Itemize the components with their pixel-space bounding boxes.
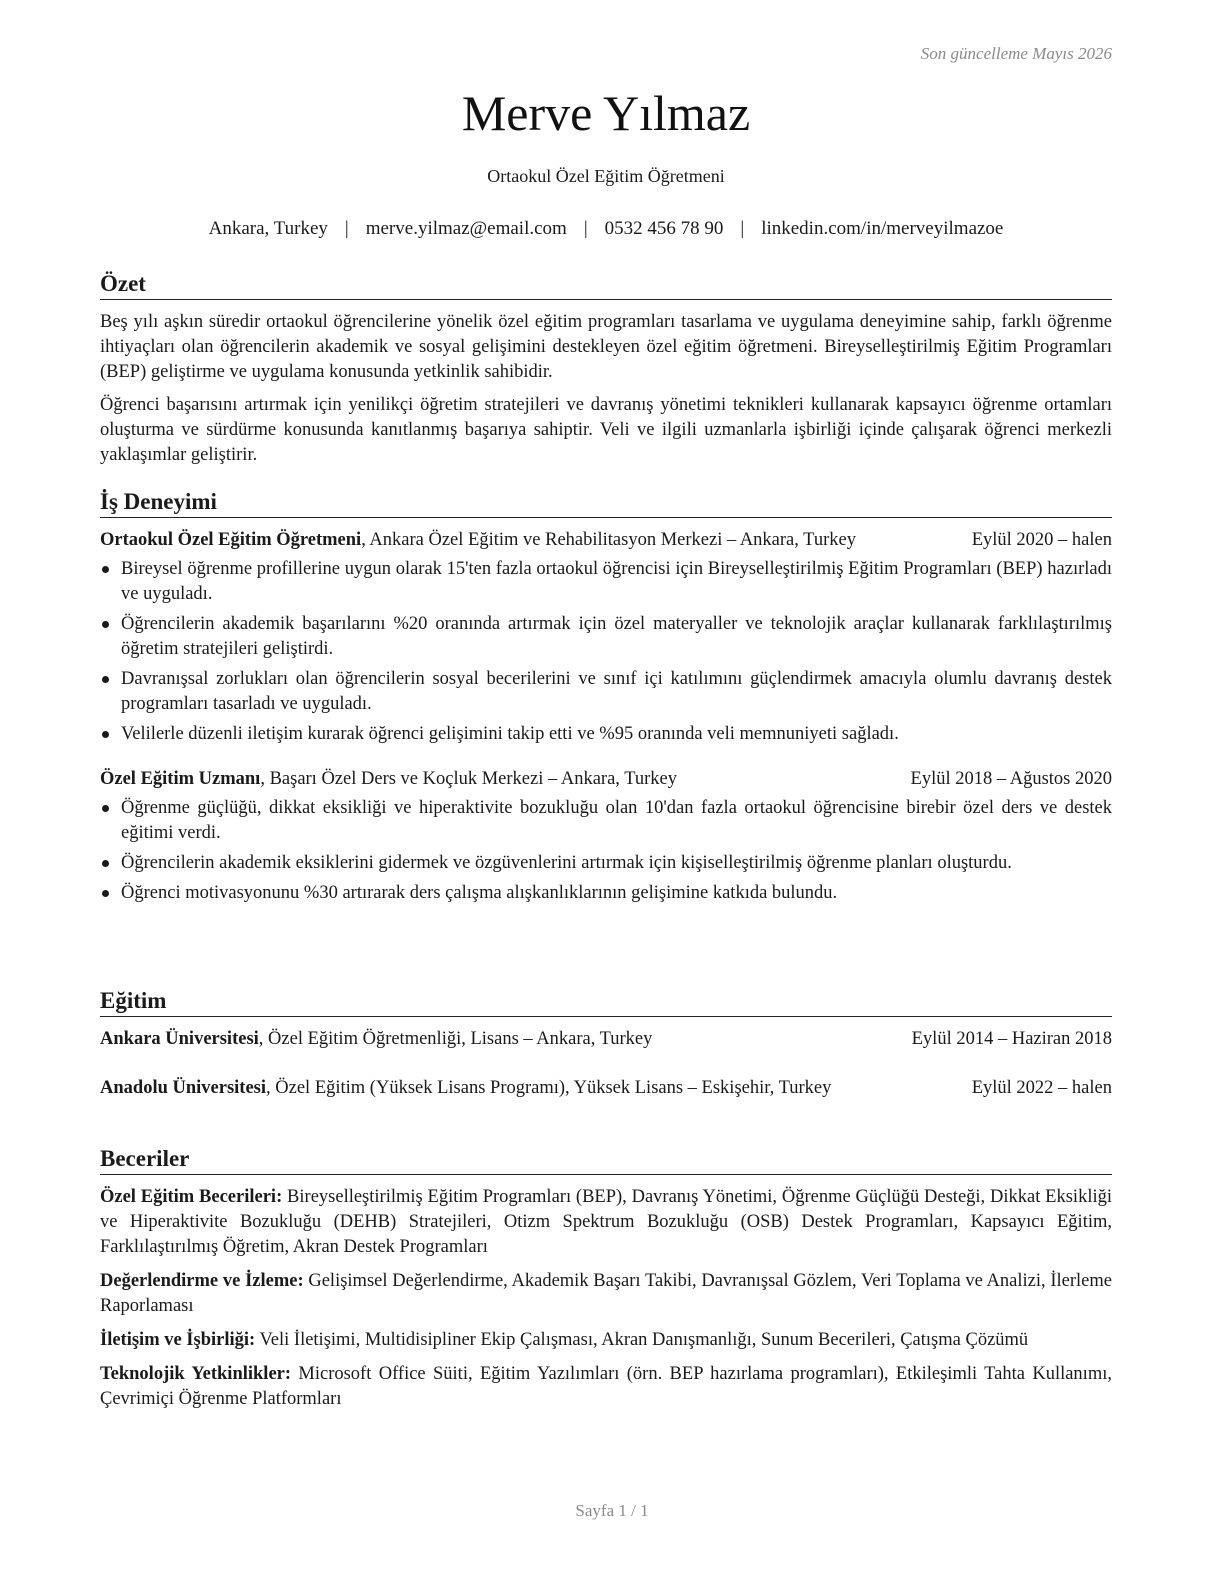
person-name: Merve Yılmaz: [461, 85, 751, 141]
job-bullets: [100, 796, 1112, 906]
summary-section: [100, 270, 1112, 476]
skill-group: [100, 1185, 1112, 1260]
bullet-icon: [102, 621, 109, 628]
degree-details: , Özel Eğitim Öğretmenliği, Lisans – Ankara, Turkey: [258, 1029, 653, 1049]
education-section: [100, 987, 1112, 1101]
summary-paragraph: Öğrenci başarısını artırmak için yenilikçi öğretim stratejileri ve davranış yönetimi teknikleri kullanarak kapsayıcı öğrenme ortamları oluşturma ve sürdürme konusunda kanıtlanmış başarıya sahiptir. Veli ve ilgili uzmanlarla işbirliği içinde çalışarak öğrenci merkezli yaklaşımlar geliştirir.: [100, 395, 1112, 465]
bullet-item: [100, 722, 1112, 747]
education-entry: [100, 1027, 1112, 1052]
bullet-icon: [102, 860, 109, 867]
bullet-item: [100, 667, 1112, 717]
job-header: [100, 528, 1112, 553]
section-title: Özet: [100, 270, 1112, 300]
job-entry: [100, 528, 1112, 747]
bullet-icon: [102, 676, 109, 683]
contact-separator: |: [344, 218, 349, 239]
skill-text: Gelişimsel Değerlendirme, Akademik Başarı Takibi, Davranışsal Gözlem, Veri Toplama ve Analizi, İlerleme Raporlaması: [100, 1271, 1112, 1316]
education-entry: [100, 1076, 1112, 1101]
job-position: Ortaokul Özel Eğitim Öğretmeni: [100, 530, 362, 550]
job-header: [100, 767, 1112, 792]
bullet-icon: [102, 731, 109, 738]
bullet-item: [100, 851, 1112, 876]
bullet-item: [100, 612, 1112, 662]
degree-details: , Özel Eğitim (Yüksek Lisans Programı), Yüksek Lisans – Eskişehir, Turkey: [266, 1078, 832, 1098]
job-details: , Başarı Özel Ders ve Koçluk Merkezi – Ankara, Turkey: [260, 769, 677, 789]
contact-phone: 0532 456 78 90: [604, 218, 724, 239]
page-number: Sayfa 1 / 1: [575, 1501, 649, 1520]
bullet-item: [100, 557, 1112, 607]
job-position: Özel Eğitim Uzmanı: [100, 769, 261, 789]
section-title: Beceriler: [100, 1145, 1112, 1175]
skills-section: [100, 1145, 1112, 1421]
contact-line: [100, 218, 1112, 240]
bullet-text: Bireysel öğrenme profillerine uygun olarak 15'ten fazla ortaokul öğrencisi için Bireyselleştirilmiş Eğitim Programları (BEP) hazırladı ve uyguladı.: [121, 559, 1112, 604]
section-title: İş Deneyimi: [100, 488, 1112, 518]
bullet-icon: [102, 566, 109, 573]
contact-location: Ankara, Turkey: [208, 218, 328, 239]
contact-linkedin[interactable]: linkedin.com/in/merveyilmazoe: [761, 218, 1004, 239]
job-bullets: [100, 557, 1112, 747]
skill-group: [100, 1328, 1112, 1353]
skill-group: [100, 1269, 1112, 1319]
contact-separator: |: [583, 218, 588, 239]
skill-label: Teknolojik Yetkinlikler:: [100, 1364, 292, 1384]
job-date: Eylül 2018 – Ağustos 2020: [910, 769, 1112, 789]
contact-email[interactable]: merve.yilmaz@email.com: [365, 218, 567, 239]
contact-separator: |: [740, 218, 745, 239]
bullet-text: Velilerle düzenli iletişim kurarak öğrenci gelişimini takip etti ve %95 oranında veli memnuniyeti sağladı.: [121, 724, 899, 744]
education-date: Eylül 2014 – Haziran 2018: [911, 1029, 1112, 1049]
bullet-icon: [102, 805, 109, 812]
experience-section: [100, 488, 1112, 911]
bullet-text: Öğrenci motivasyonunu %30 artırarak ders çalışma alışkanlıklarının gelişimine katkıda bulundu.: [121, 883, 838, 903]
skill-label: Değerlendirme ve İzleme:: [100, 1271, 304, 1291]
section-title: Eğitim: [100, 987, 1112, 1017]
bullet-text: Öğrencilerin akademik başarılarını %20 oranında artırmak için özel materyaller ve teknolojik araçlar kullanarak farklılaştırılmış öğretim stratejileri geliştirdi.: [121, 614, 1112, 659]
last-updated: Son güncelleme Mayıs 2026: [920, 44, 1112, 63]
skill-text: Veli İletişimi, Multidisipliner Ekip Çalışması, Akran Danışmanlığı, Sunum Becerileri, Çatışma Çözümü: [255, 1330, 1029, 1350]
school-name: Anadolu Üniversitesi: [100, 1078, 267, 1098]
skill-label: Özel Eğitim Becerileri:: [100, 1187, 283, 1207]
job-entry: [100, 767, 1112, 906]
job-title: Ortaokul Özel Eğitim Öğretmeni: [487, 166, 725, 186]
skill-label: İletişim ve İşbirliği:: [100, 1330, 256, 1350]
job-date: Eylül 2020 – halen: [971, 530, 1112, 550]
skill-text: Microsoft Office Süiti, Eğitim Yazılımları (örn. BEP hazırlama programları), Etkileşimli Tahta Kullanımı, Çevrimiçi Öğrenme Platformları: [100, 1364, 1112, 1409]
skill-group: [100, 1362, 1112, 1412]
bullet-icon: [102, 890, 109, 897]
bullet-item: [100, 796, 1112, 846]
bullet-text: Öğrenme güçlüğü, dikkat eksikliği ve hiperaktivite bozukluğu olan 10'dan fazla ortaokul öğrencisine birebir özel ders ve destek eğitimi verdi.: [121, 798, 1112, 843]
skill-text: Bireyselleştirilmiş Eğitim Programları (BEP), Davranış Yönetimi, Öğrenme Güçlüğü Desteği, Dikkat Eksikliği ve Hiperaktivite Bozukluğu (DEHB) Stratejileri, Otizm Spektrum Bozukluğu (OSB) Destek Programları, Kapsayıcı Eğitim, Farklılaştırılmış Öğretim, Akran Destek Programları: [100, 1187, 1112, 1257]
bullet-item: [100, 881, 1112, 906]
job-details: , Ankara Özel Eğitim ve Rehabilitasyon Merkezi – Ankara, Turkey: [361, 530, 856, 550]
school-name: Ankara Üniversitesi: [100, 1029, 259, 1049]
bullet-text: Davranışsal zorlukları olan öğrencilerin sosyal becerilerini ve sınıf içi katılımını güçlendirmek amacıyla olumlu davranış destek programları tasarladı ve uyguladı.: [121, 669, 1112, 714]
summary-paragraph: Beş yılı aşkın süredir ortaokul öğrencilerine yönelik özel eğitim programları tasarlama ve uygulama deneyimine sahip, farklı öğrenme ihtiyaçları olan öğrencilerin akademik ve sosyal gelişimini destekleyen özel eğitim öğretmeni. Bireyselleştirilmiş Eğitim Programları (BEP) geliştirme ve uygulama konusunda yetkinlik sahibidir.: [100, 312, 1112, 382]
bullet-text: Öğrencilerin akademik eksiklerini gidermek ve özgüvenlerini artırmak için kişiselleştirilmiş öğrenme planları oluşturdu.: [121, 853, 1012, 873]
education-date: Eylül 2022 – halen: [971, 1078, 1112, 1098]
